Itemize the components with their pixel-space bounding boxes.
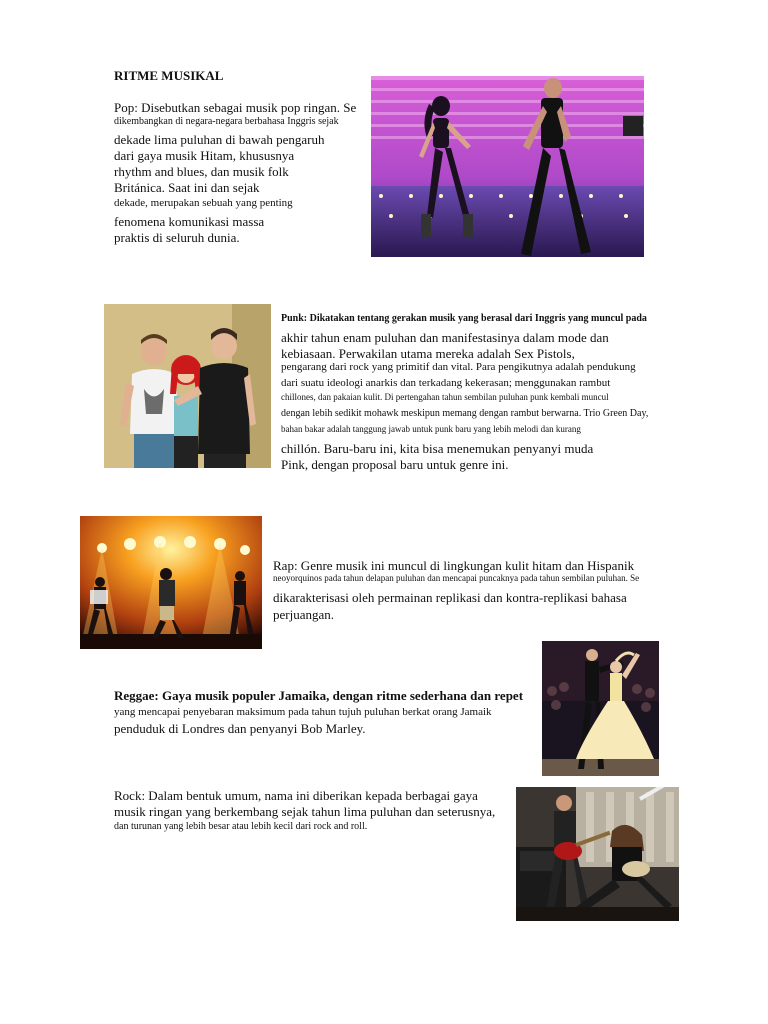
reggae-ballroom-photo	[542, 641, 659, 776]
rap-paragraph	[273, 559, 639, 624]
reggae-line: penduduk di Londres dan penyanyi Bob Marley.	[114, 721, 366, 736]
pop-line: Pop: Disebutkan sebagai musik pop ringan. Se	[114, 101, 357, 115]
page-title: RITME MUSIKAL	[114, 68, 224, 83]
punk-line: kebiasaan. Perwakilan utama mereka adalah Sex Pistols,	[281, 346, 575, 361]
punk-line: chillones, dan pakaian kulit. Di pertengahan tahun sembilan puluhan punk kembali muncul	[281, 392, 609, 402]
rap-line: dikarakterisasi oleh permainan replikasi dan kontra-replikasi bahasa	[273, 590, 627, 605]
punk-band-photo	[104, 304, 271, 468]
rap-line: Rap: Genre musik ini muncul di lingkungan kulit hitam dan Hispanik	[273, 558, 635, 573]
punk-line: pengarang dari rock yang primitif dan vital. Para pengikutnya adalah pendukung	[281, 361, 636, 373]
punk-line: Punk: Dikatakan tentang gerakan musik yang berasal dari Inggris yang muncul pada	[281, 313, 647, 324]
pop-line: dekade, merupakan sebuah yang penting	[114, 197, 293, 209]
rock-line: dan turunan yang lebih besar atau lebih kecil dari rock and roll.	[114, 821, 368, 832]
pop-dance-photo	[371, 76, 644, 257]
rap-line: perjuangan.	[273, 607, 335, 622]
reggae-line: Reggae: Gaya musik populer Jamaika, dengan ritme sederhana dan repet	[114, 689, 524, 703]
rock-guitarists-photo	[516, 787, 679, 921]
punk-line: akhir tahun enam puluhan dan manifestasinya dalam mode dan	[281, 330, 609, 345]
pop-line: praktis di seluruh dunia.	[114, 230, 240, 245]
pop-line: dari gaya musik Hitam, khususnya	[114, 148, 295, 163]
rap-line: neoyorquinos pada tahun delapan puluhan dan mencapai puncaknya pada tahun sembilan puluhan. Se	[273, 573, 640, 583]
pop-line: dikembangkan di negara-negara berbahasa Inggris sejak	[114, 116, 339, 127]
reggae-line: yang mencapai penyebaran maksimum pada tahun tujuh puluhan berkat orang Jamaik	[114, 706, 492, 718]
pop-paragraph	[114, 101, 372, 247]
pop-line: dekade lima puluhan di bawah pengaruh	[114, 132, 325, 147]
pop-line: rhythm and blues, dan musik folk	[114, 164, 289, 179]
pop-line: fenomena komunikasi massa	[114, 214, 265, 229]
punk-line: dari suatu ideologi anarkis dan terkadang kekerasan; menggunakan rambut	[281, 377, 611, 389]
punk-line: bahan bakar adalah tanggung jawab untuk punk baru yang lebih melodi dan kurang	[281, 424, 581, 434]
rock-paragraph	[114, 789, 495, 838]
rock-line: musik ringan yang berkembang sejak tahun lima puluhan dan seterusnya,	[114, 804, 496, 819]
rap-stage-photo	[80, 516, 262, 649]
punk-line: dengan lebih sedikit mohawk meskipun memang dengan rambut berwarna. Trio Green Day,	[281, 408, 649, 419]
pop-line: Británica. Saat ini dan sejak	[114, 180, 260, 195]
punk-line: Pink, dengan proposal baru untuk genre ini.	[281, 457, 509, 472]
rock-line: Rock: Dalam bentuk umum, nama ini diberikan kepada berbagai gaya	[114, 788, 478, 803]
punk-line: chillón. Baru-baru ini, kita bisa menemukan penyanyi muda	[281, 441, 594, 456]
punk-paragraph	[281, 314, 648, 474]
reggae-paragraph	[114, 689, 542, 738]
